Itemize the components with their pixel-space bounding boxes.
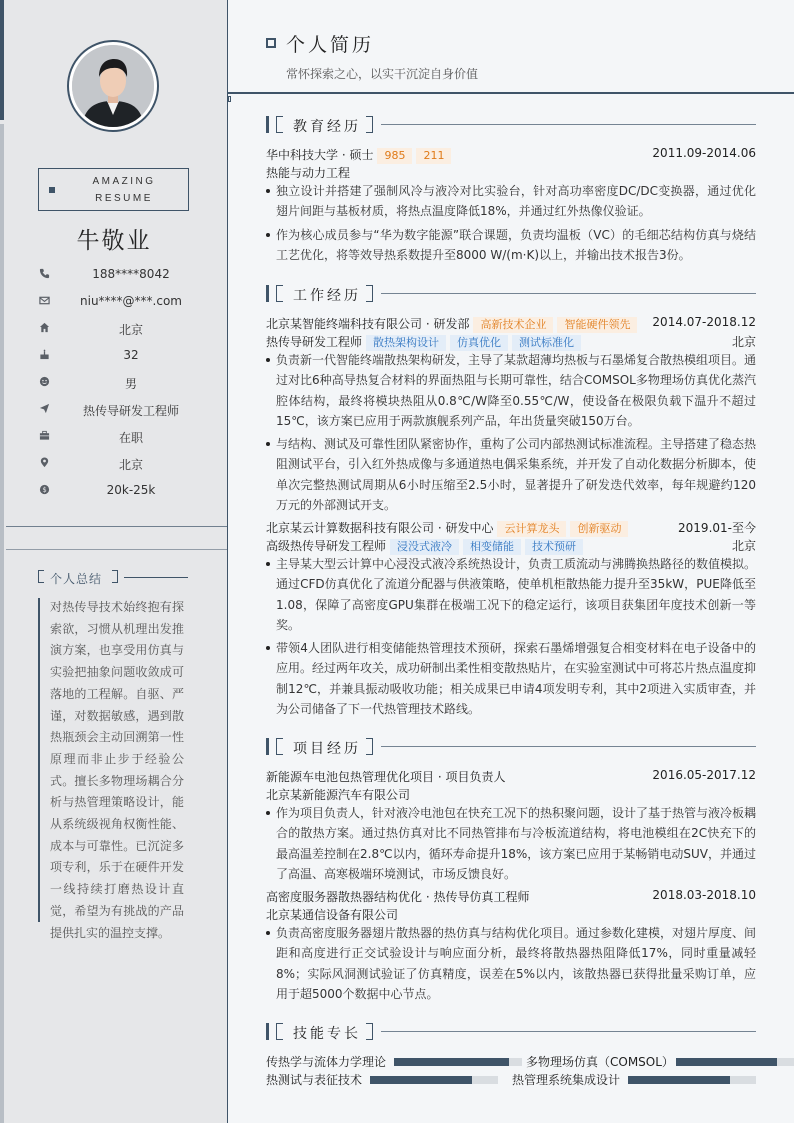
svg-text:$: $ <box>41 485 47 494</box>
education-school-row <box>266 145 756 163</box>
section-heading-projects <box>266 738 756 756</box>
section-heading-label: 技能专长 <box>293 1026 361 1042</box>
bracket-right-icon <box>366 285 373 302</box>
badge-line-1: AMAZING <box>92 176 156 187</box>
education-bullet <box>266 181 756 222</box>
bullet-dot-icon <box>266 931 270 935</box>
skill-item <box>266 1070 498 1088</box>
info-value: 20k-25k <box>106 483 156 497</box>
skill-bar-track <box>394 1058 522 1066</box>
phone-icon <box>38 268 50 280</box>
bullet-text: 独立设计并搭建了强制风冷与液冷对比实验台，针对高功率密度DC/DC变换器，通过优化翅片间距与基板材质，将热点温度降低18%，并通过红外热像仪验证。 <box>276 184 756 219</box>
send-icon <box>38 403 50 415</box>
project-bullet <box>266 923 756 1004</box>
bullet-dot-icon <box>266 442 270 446</box>
info-phone <box>0 266 228 284</box>
education-major-row <box>266 163 756 181</box>
skill-item <box>266 1052 522 1070</box>
section-heading-label: 教育经历 <box>293 119 361 135</box>
company-tag: 智能硬件领先 <box>557 317 637 333</box>
job-city: 北京 <box>731 539 756 553</box>
info-value: 热传导研发工程师 <box>82 404 179 418</box>
section-heading-skills <box>266 1023 756 1041</box>
summary-heading <box>38 569 188 585</box>
skill-name: 多物理场仿真（COMSOL） <box>526 1055 674 1069</box>
header-divider <box>228 92 794 94</box>
skill-item <box>526 1052 794 1070</box>
bullet-dot-icon <box>266 233 270 237</box>
project-period: 2016.05-2017.12 <box>652 768 756 782</box>
heading-bar <box>266 285 269 302</box>
skill-bar-track <box>628 1076 756 1084</box>
skill-name: 热测试与表征技术 <box>266 1073 363 1087</box>
email-icon <box>38 295 50 307</box>
bracket-left-icon <box>276 738 283 755</box>
info-salary <box>0 482 228 500</box>
skill-bar-fill <box>676 1058 777 1066</box>
education-bullet <box>266 225 756 266</box>
company-tag: 高新技术企业 <box>473 317 553 333</box>
cake-icon <box>38 349 50 361</box>
project-org-row <box>266 905 756 923</box>
bullet-dot-icon <box>266 646 270 650</box>
sidebar-accent-bar <box>0 0 4 120</box>
page-subtitle: 常怀探索之心，以实干沉淀自身价值 <box>286 67 479 81</box>
project-period: 2018.03-2018.10 <box>652 888 756 902</box>
bracket-right-icon <box>366 1023 373 1040</box>
info-value: 北京 <box>118 323 143 337</box>
bullet-dot-icon <box>266 562 270 566</box>
job-role-row <box>266 332 756 350</box>
info-value: 在职 <box>118 431 143 445</box>
project-org-row <box>266 785 756 803</box>
info-email <box>0 293 228 311</box>
bracket-right-icon <box>112 570 118 583</box>
info-age <box>0 347 228 365</box>
bullet-text: 与结构、测试及可靠性团队紧密协作，重构了公司内部热测试标准流程。主导搭建了稳态热阻测试平台，引入红外热成像与多通道热电偶采集系统，并开发了自动化数据分析脚本，使单次完整热测试周期从6小时压缩至2.5小时，显著提升了研发迭代效率，每年规避约120万元的外部测试开支。 <box>276 437 757 512</box>
bullet-dot-icon <box>266 811 270 815</box>
gender-icon <box>38 376 50 388</box>
job-bullet <box>266 554 756 635</box>
heading-bar <box>266 738 269 755</box>
job-company-row <box>266 314 756 332</box>
bracket-left-icon <box>276 116 283 133</box>
section-heading-label: 工作经历 <box>293 288 361 304</box>
bullet-text: 作为核心成员参与“华为数字能源”联合课题，负责均温板（VC）的毛细芯结构仿真与烧结工艺优化，将等效导热系数提升至8000 W/(m·K)以上，并输出技术报告3份。 <box>276 228 756 263</box>
salary-icon <box>38 484 50 496</box>
info-value: 男 <box>124 377 137 391</box>
info-status <box>0 428 228 446</box>
heading-bar <box>266 116 269 133</box>
header-marker-icon <box>228 96 231 102</box>
heading-rule <box>381 1031 756 1032</box>
skill-bar-fill <box>628 1076 730 1084</box>
bracket-left-icon <box>276 285 283 302</box>
summary-heading-label: 个人总结 <box>50 572 103 586</box>
page-title: 个人简历 <box>286 34 375 56</box>
job-bullet <box>266 434 756 515</box>
bracket-left-icon <box>38 570 44 583</box>
skill-name: 热管理系统集成设计 <box>512 1073 621 1087</box>
bullet-text: 作为项目负责人，针对液冷电池包在快充工况下的热积聚问题，设计了基于热管与液冷板耦合的散热方案。通过热仿真对比不同热管排布与冷板流道结构，将电池模组在2C快充下的最高温差控制在2.8℃以内，循环寿命提升18%，该方案已应用于某畅销电动SUV，并通过了高温、高寒极端环境测试，市场反馈良好。 <box>276 806 757 881</box>
sidebar <box>0 0 228 1123</box>
role-tag: 相变储能 <box>463 539 521 555</box>
company-tag: 云计算龙头 <box>497 521 566 537</box>
bullet-dot-icon <box>266 358 270 362</box>
role-tag: 散热架构设计 <box>366 335 446 351</box>
company-name: 北京某云计算数据科技有限公司 · 研发中心 <box>266 521 494 535</box>
heading-rule <box>124 577 188 578</box>
heading-rule <box>381 293 756 294</box>
education-period: 2011.09-2014.06 <box>652 146 756 160</box>
amazing-resume-badge <box>38 168 189 211</box>
heading-bar <box>266 1023 269 1040</box>
avatar-photo <box>72 45 154 127</box>
skill-bar-track <box>676 1058 794 1066</box>
role-tag: 仿真优化 <box>450 335 508 351</box>
job-company-row <box>266 518 756 536</box>
info-position <box>0 401 228 419</box>
info-location <box>0 455 228 473</box>
school-tag: 211 <box>416 148 451 164</box>
company-name: 北京某智能终端科技有限公司 · 研发部 <box>266 317 470 331</box>
skill-name: 传热学与流体力学理论 <box>266 1055 387 1069</box>
page-header <box>228 0 794 92</box>
bullet-dot-icon <box>266 189 270 193</box>
info-value: 188****8042 <box>92 267 170 281</box>
project-title-row <box>266 767 756 785</box>
briefcase-icon <box>38 430 50 442</box>
info-home <box>0 320 228 338</box>
job-role: 热传导研发工程师 <box>266 335 363 349</box>
bracket-right-icon <box>366 738 373 755</box>
role-tag: 浸没式液冷 <box>390 539 459 555</box>
job-city: 北京 <box>731 335 756 349</box>
avatar <box>67 40 159 132</box>
role-tag: 技术预研 <box>525 539 583 555</box>
heading-rule <box>381 746 756 747</box>
info-value: 32 <box>123 348 139 362</box>
skill-item <box>512 1070 756 1088</box>
title-square-icon <box>266 38 276 48</box>
info-value: niu****@***.com <box>80 294 182 308</box>
bracket-right-icon <box>366 116 373 133</box>
summary-quote-bar <box>38 598 40 922</box>
info-gender <box>0 374 228 392</box>
sidebar-divider <box>6 526 227 527</box>
summary-text: 对热传导技术始终抱有探索欲，习惯从机理出发推演方案，也享受用仿真与实验把抽象问题收敛成可落地的工程解。自驱、严谨，对数据敏感，遇到散热瓶颈会主动回溯第一性原理而非止步于经验公式。擅长多物理场耦合分析与热管理策略设计，能从系统级视角权衡性能、成本与可靠性。已沉淀多项专利，乐于在硬件开发一线持续打磨热设计直觉，希望为有挑战的产品提供扎实的温控支撑。 <box>50 600 184 940</box>
project-org: 北京某新能源汽车有限公司 <box>266 788 411 802</box>
project-name: 新能源车电池包热管理优化项目 · 项目负责人 <box>266 770 506 784</box>
job-period: 2014.07-2018.12 <box>652 315 756 329</box>
education-major: 热能与动力工程 <box>266 166 351 180</box>
project-org: 北京某通信设备有限公司 <box>266 908 399 922</box>
job-role: 高级热传导研发工程师 <box>266 539 387 553</box>
bracket-left-icon <box>276 1023 283 1040</box>
badge-text <box>69 173 179 207</box>
bullet-text: 带领4人团队进行相变储能热管理技术预研，探索石墨烯增强复合相变材料在电子设备中的应用。经过两年攻关，成功研制出柔性相变散热贴片，在实验室测试中可将芯片热点温度抑制12℃，并兼具振动吸收功能；相关成果已申请4项发明专利，其中2项进入实质审查，并为公司储备了下一代热管理技术路线。 <box>276 641 757 716</box>
candidate-name: 牛敬业 <box>76 228 152 254</box>
project-name: 高密度服务器散热器结构优化 · 热传导仿真工程师 <box>266 890 530 904</box>
job-bullet <box>266 350 756 431</box>
heading-rule <box>381 124 756 125</box>
section-heading-label: 项目经历 <box>293 741 361 757</box>
project-bullet <box>266 803 756 884</box>
skill-bar-track <box>370 1076 498 1084</box>
bullet-text: 负责新一代智能终端散热架构研发，主导了某款超薄均热板与石墨烯复合散热模组项目。通过对比6种高导热复合材料的界面热阻与长期可靠性，结合COMSOL多物理场仿真优化蒸汽腔体结构，最终将模块热阻从0.8℃/W降至0.55℃/W，使设备在极限负载下温升不超过15℃，该方案已应用于两款旗舰系列产品，年出货量突破150万台。 <box>276 353 757 428</box>
info-value: 北京 <box>118 458 143 472</box>
company-tag: 创新驱动 <box>570 521 628 537</box>
skill-bar-fill <box>370 1076 472 1084</box>
badge-square-icon <box>49 187 55 193</box>
badge-line-2: RESUME <box>95 193 153 204</box>
job-role-row <box>266 536 756 554</box>
role-tag: 测试标准化 <box>512 335 581 351</box>
skill-bar-fill <box>394 1058 509 1066</box>
job-bullet <box>266 638 756 719</box>
location-icon <box>38 457 50 469</box>
section-heading-work <box>266 285 756 303</box>
project-title-row <box>266 887 756 905</box>
section-heading-education <box>266 116 756 134</box>
school-name: 华中科技大学 · 硕士 <box>266 148 374 162</box>
home-icon <box>38 322 50 334</box>
bullet-text: 主导某大型云计算中心浸没式液冷系统热设计，负责工质流动与沸腾换热路径的数值模拟。通过CFD仿真优化了流道分配器与供液策略，使单机柜散热能力提升至35kW，PUE降低至1.08，保障了高密度GPU集群在极端工况下的稳定运行，该项目获集团年度技术创新一等奖。 <box>276 557 757 632</box>
job-period: 2019.01-至今 <box>678 521 756 535</box>
school-tag: 985 <box>377 148 412 164</box>
sidebar-divider <box>6 549 227 550</box>
bullet-text: 负责高密度服务器翅片散热器的热仿真与结构优化项目。通过参数化建模，对翅片厚度、间距和高度进行正交试验设计与响应面分析，最终将散热器热阻降低17%，同时重量减轻8%；实际风洞测试验证了仿真精度，误差在5%以内，该散热器已获得批量采购订单，应用于超5000个数据中心节点。 <box>276 926 757 1001</box>
